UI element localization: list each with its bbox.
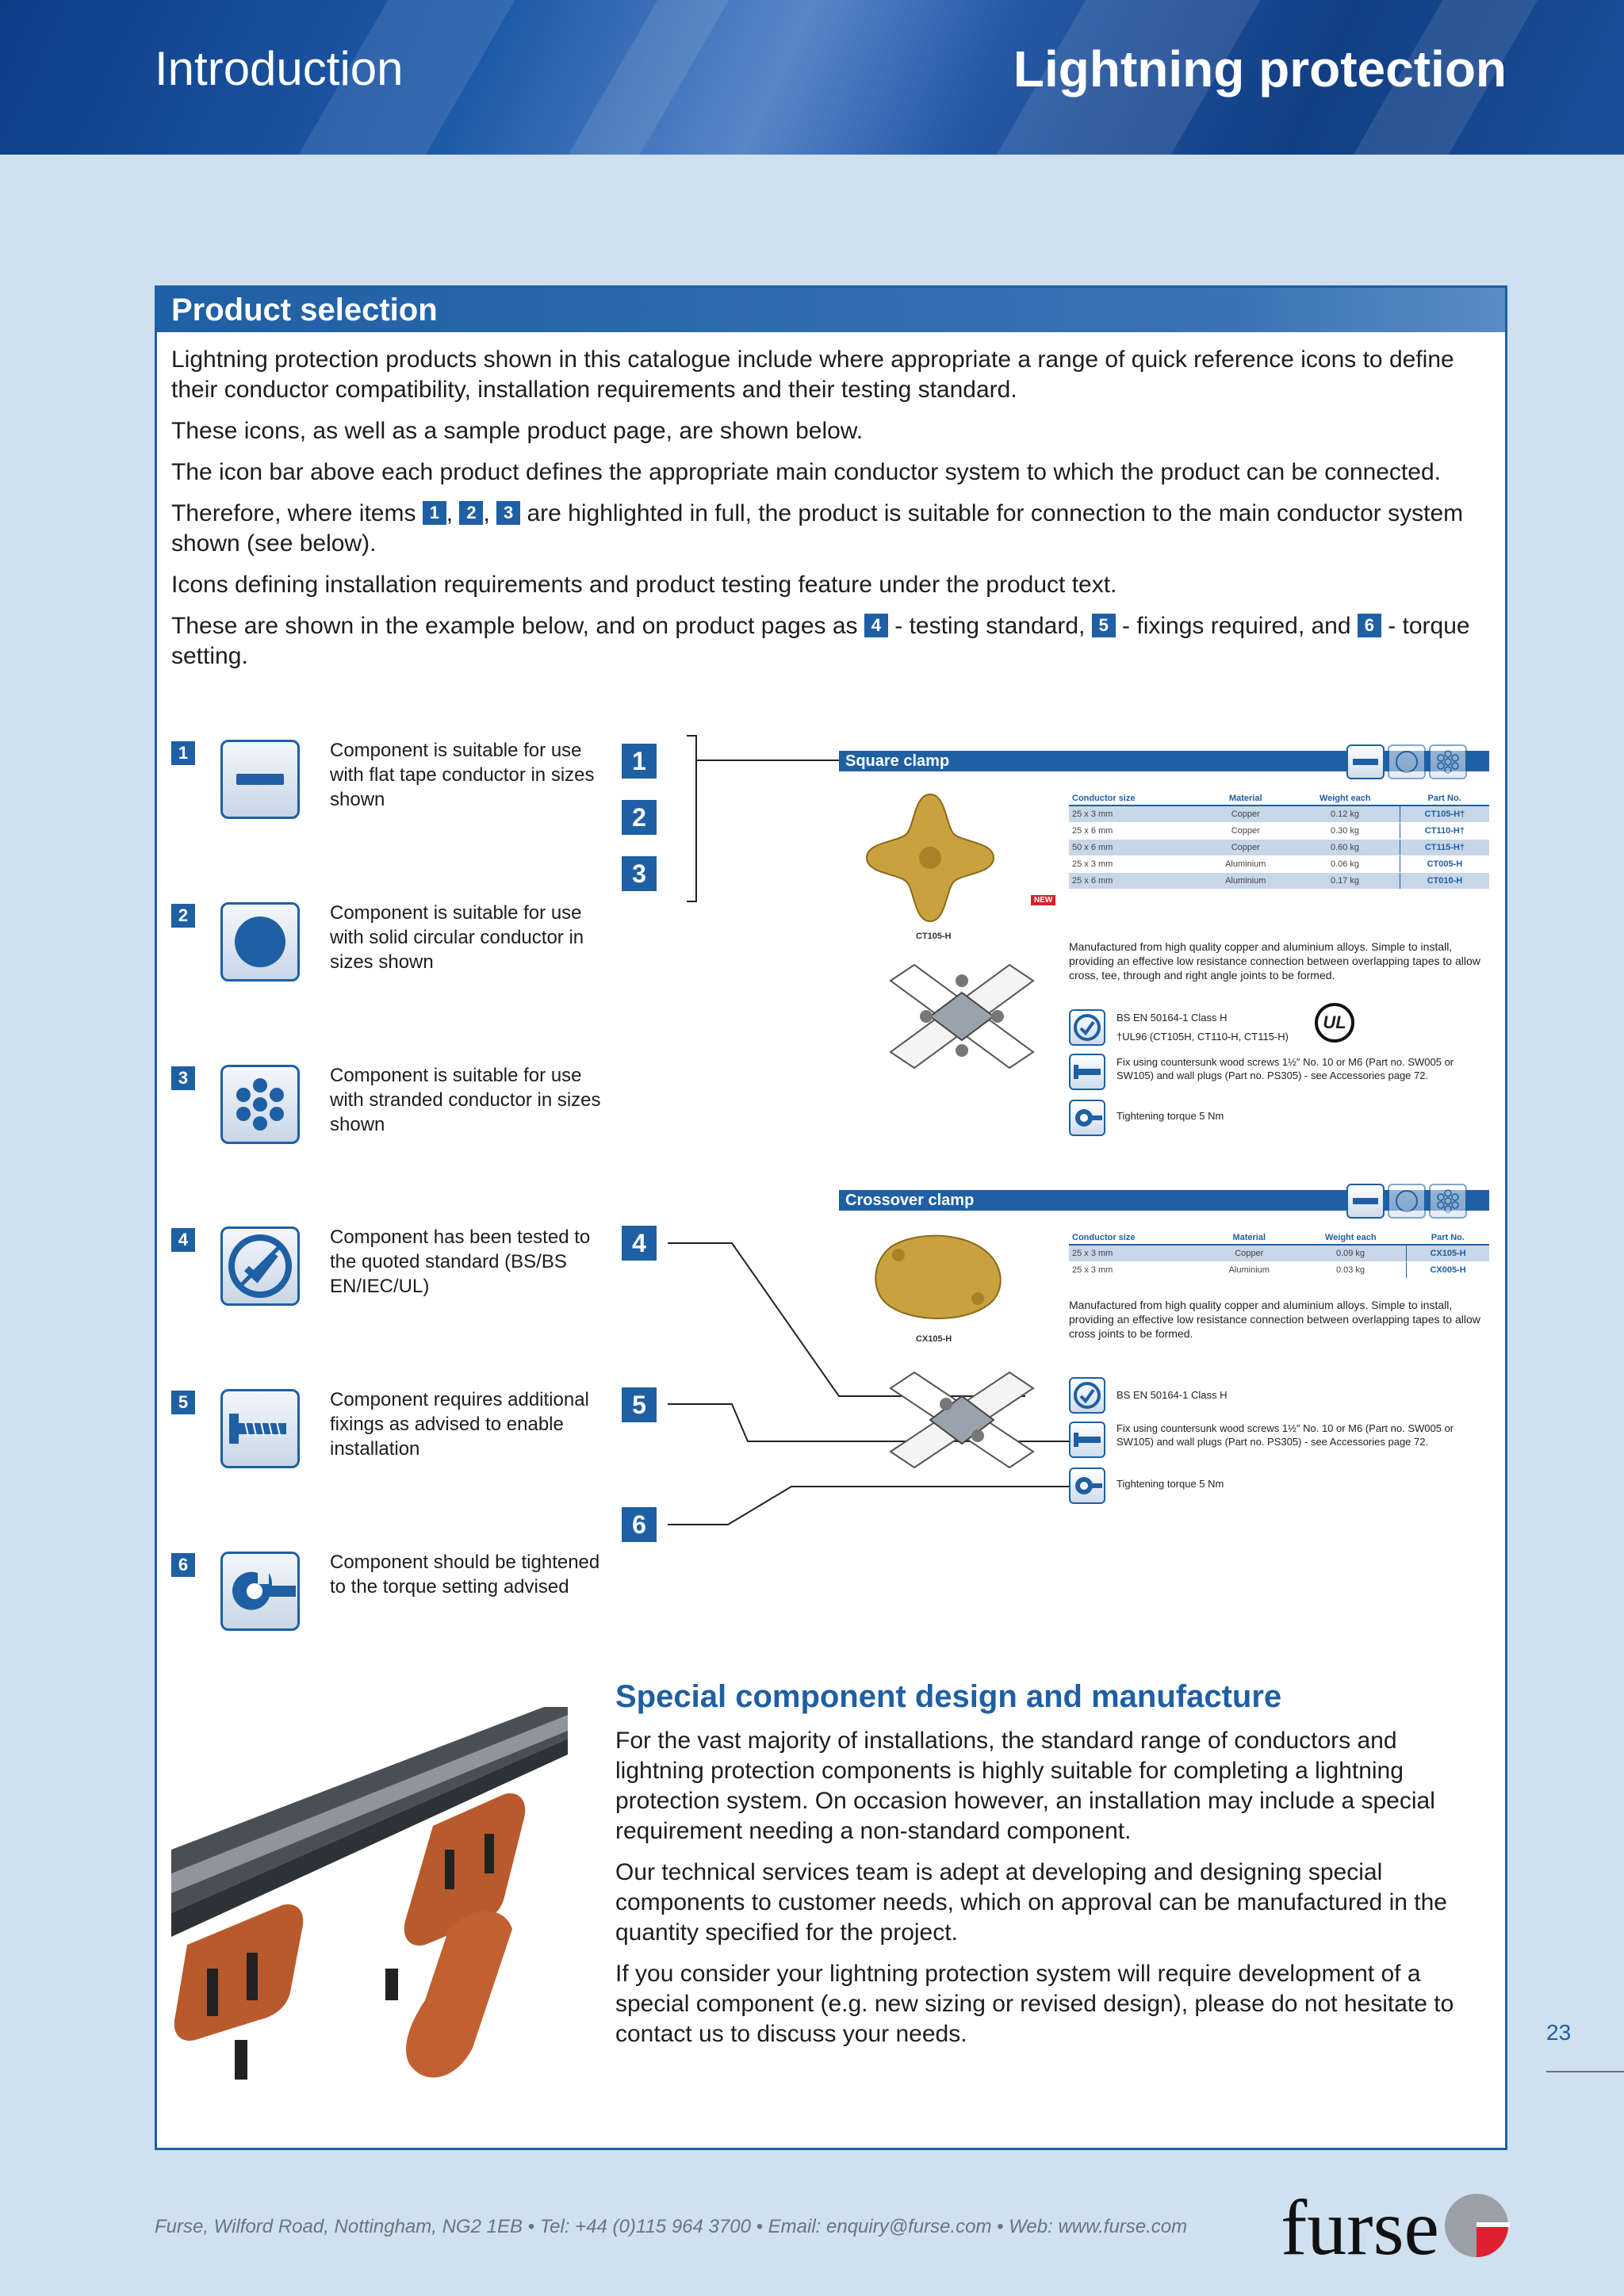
column-header: Weight each — [1290, 792, 1400, 806]
intro-paragraph: Therefore, where items 1 , 2 , 3 are highlighted in full, the product is suitable for connection to the main conductor system shown (see below). — [171, 500, 1464, 557]
square-clamp-image — [863, 790, 998, 925]
legend-description: Component has been tested to the quoted standard (BS/BS EN/IEC/UL) — [330, 1226, 591, 1297]
spec-table — [1069, 792, 1489, 890]
table-row: 25 x 6 mm Copper 0.30 kg CT110-H† — [1069, 823, 1489, 840]
special-component-photo — [171, 1707, 568, 2095]
section-paragraph: If you consider your lightning protection system will require development of a special component (e.g. new sizing or revised design), please do not hesitate to contact us to discuss your needs. — [615, 1961, 1454, 2047]
intro-paragraph: These are shown in the example below, and on product pages as 4 - testing standard, 5 - fixings required, and 6 - torque setting. — [171, 613, 1470, 669]
testing-standard-ul: †UL96 (CT105H, CT110-H, CT115-H) — [1116, 1031, 1289, 1043]
page-header — [0, 0, 1624, 155]
product-selection-panel — [155, 285, 1507, 2150]
number-badge: 2 — [459, 501, 483, 525]
fixing-requirements: Fix using countersunk wood screws 1½″ No. 10 or M6 (Part no. SW005 or SW105) and wall plugs (Part no. PS305) - see Accessories page 72. — [1116, 1422, 1454, 1448]
new-badge: NEW — [1031, 895, 1055, 905]
intro-paragraph: These icons, as well as a sample product page, are shown below. — [171, 418, 864, 444]
torque-setting: Tightening torque 5 Nm — [1116, 1478, 1224, 1490]
section-heading: Special component design and manufacture — [615, 1679, 1282, 1714]
stranded-conductor-icon — [1429, 744, 1467, 779]
column-header: Weight each — [1295, 1231, 1407, 1245]
product-caption: CX105-H — [916, 1334, 952, 1344]
number-badge: 1 — [171, 741, 195, 765]
product-description: Manufactured from high quality copper and aluminium alloys. Simple to install, providing an effective low resistance connection between overlapping tapes to allow cross joints to be formed. — [1069, 1299, 1480, 1340]
section-paragraph: For the vast majority of installations, the standard range of conductors and lightning protection components is highly suitable for completing a lightning protection system. On occasion however, an installation may include a special requirement needing a non-standard component. — [615, 1728, 1435, 1844]
intro-paragraph: Icons defining installation requirements and product testing feature under the product text. — [171, 572, 1117, 598]
legend-description: Component is suitable for use with flat tape conductor in sizes shown — [330, 740, 595, 810]
callout-badge: 5 — [622, 1387, 657, 1422]
callout-badge: 6 — [622, 1507, 657, 1542]
number-badge: 4 — [864, 614, 888, 637]
number-badge: 4 — [171, 1228, 195, 1252]
table-row: 50 x 6 mm Copper 0.60 kg CT115-H† — [1069, 840, 1489, 856]
flat-tape-icon — [1346, 744, 1385, 779]
callout-badge: 3 — [622, 856, 657, 891]
table-row: 25 x 6 mm Aluminium 0.17 kg CT010-H — [1069, 873, 1489, 890]
testing-standard: BS EN 50164-1 Class H — [1116, 1389, 1228, 1401]
product-square-clamp — [839, 751, 1489, 1131]
callout-badge: 2 — [622, 800, 657, 835]
page-number: 23 — [1546, 2020, 1572, 2045]
square-clamp-assembly-image — [883, 949, 1041, 1084]
solid-circular-icon — [1388, 744, 1426, 779]
table-row: 25 x 3 mm Aluminium 0.03 kg CX005-H — [1069, 1262, 1489, 1279]
ul-logo: UL — [1315, 1003, 1354, 1043]
callout-badge: 1 — [622, 744, 657, 779]
number-badge: 1 — [423, 501, 446, 525]
column-header: Conductor size — [1069, 1231, 1204, 1245]
intro-paragraph: Lightning protection products shown in this catalogue include where appropriate a range of quick reference icons to define their conductor compatibility, installation requirements and their testing standard. — [171, 346, 1454, 403]
column-header: Material — [1201, 792, 1290, 806]
wrench-icon — [1069, 1100, 1105, 1136]
table-row: 25 x 3 mm Copper 0.09 kg CX105-H — [1069, 1245, 1489, 1262]
screw-icon — [1069, 1054, 1105, 1090]
crossover-clamp-assembly-image — [883, 1357, 1041, 1475]
number-badge: 3 — [496, 501, 520, 525]
tested-icon — [1069, 1009, 1105, 1046]
number-badge: 6 — [1358, 614, 1381, 637]
product-caption: CT105-H — [916, 932, 952, 941]
fixing-requirements: Fix using countersunk wood screws 1½″ No. 10 or M6 (Part no. SW005 or SW105) and wall plugs (Part no. PS305) - see Accessories page 72. — [1116, 1056, 1454, 1081]
flat-tape-icon — [1346, 1184, 1385, 1219]
spec-table — [1069, 1231, 1489, 1279]
number-badge: 5 — [171, 1391, 195, 1414]
product-title: Crossover clamp — [845, 1192, 975, 1209]
logo-mark-icon — [1443, 2192, 1511, 2260]
section-paragraph: Our technical services team is adept at developing and designing special components to customer needs, which on approval can be manufactured in the quantity specified for the project. — [615, 1859, 1447, 1946]
column-header: Conductor size — [1069, 792, 1201, 806]
legend-description: Component is suitable for use with solid circular conductor in sizes shown — [330, 902, 584, 973]
intro-paragraph: The icon bar above each product defines the appropriate main conductor system to which the product can be connected. — [171, 459, 1441, 485]
page-title: Lightning protection — [1013, 40, 1507, 98]
panel-title: Product selection — [171, 293, 438, 327]
wrench-icon — [1069, 1468, 1105, 1504]
legend-description: Component requires additional fixings as advised to enable installation — [330, 1389, 589, 1460]
stranded-conductor-icon — [1429, 1184, 1467, 1219]
legend-description: Component should be tightened to the torque setting advised — [330, 1552, 600, 1598]
number-badge: 5 — [1092, 614, 1116, 637]
torque-setting: Tightening torque 5 Nm — [1116, 1110, 1224, 1122]
column-header: Part No. — [1400, 792, 1489, 806]
product-title-bar — [839, 751, 1489, 771]
number-badge: 6 — [171, 1553, 195, 1577]
solid-circular-icon — [1388, 1184, 1426, 1219]
number-badge: 2 — [171, 904, 195, 928]
page-number-rule — [1546, 2071, 1624, 2072]
column-header: Material — [1204, 1231, 1295, 1245]
legend-description: Component is suitable for use with stranded conductor in sizes shown — [330, 1065, 601, 1135]
screw-icon — [1069, 1422, 1105, 1458]
product-title: Square clamp — [845, 752, 950, 770]
section-title: Introduction — [155, 42, 404, 95]
furse-logo — [1281, 2184, 1511, 2271]
product-title-bar — [839, 1190, 1489, 1211]
crossover-clamp-image — [867, 1231, 1009, 1326]
table-row: 25 x 3 mm Copper 0.12 kg CT105-H† — [1069, 806, 1489, 823]
callout-badge: 4 — [622, 1226, 657, 1261]
footer-contact: Furse, Wilford Road, Nottingham, NG2 1EB • Tel: +44 (0)115 964 3700 • Email: enquiry@furse.com • Web: www.furse.com — [155, 2216, 1188, 2237]
logo-wordmark: furse — [1281, 2183, 1439, 2271]
tested-icon — [1069, 1377, 1105, 1414]
table-row: 25 x 3 mm Aluminium 0.06 kg CT005-H — [1069, 856, 1489, 873]
column-header: Part No. — [1407, 1231, 1489, 1245]
product-description: Manufactured from high quality copper and aluminium alloys. Simple to install, providing an effective low resistance connection between overlapping tapes to allow cross, tee, through and right angle joints to be formed. — [1069, 940, 1480, 982]
special-component-section — [615, 1679, 1488, 2061]
product-crossover-clamp — [839, 1190, 1489, 1523]
number-badge: 3 — [171, 1066, 195, 1090]
testing-standard: BS EN 50164-1 Class H — [1116, 1012, 1228, 1024]
